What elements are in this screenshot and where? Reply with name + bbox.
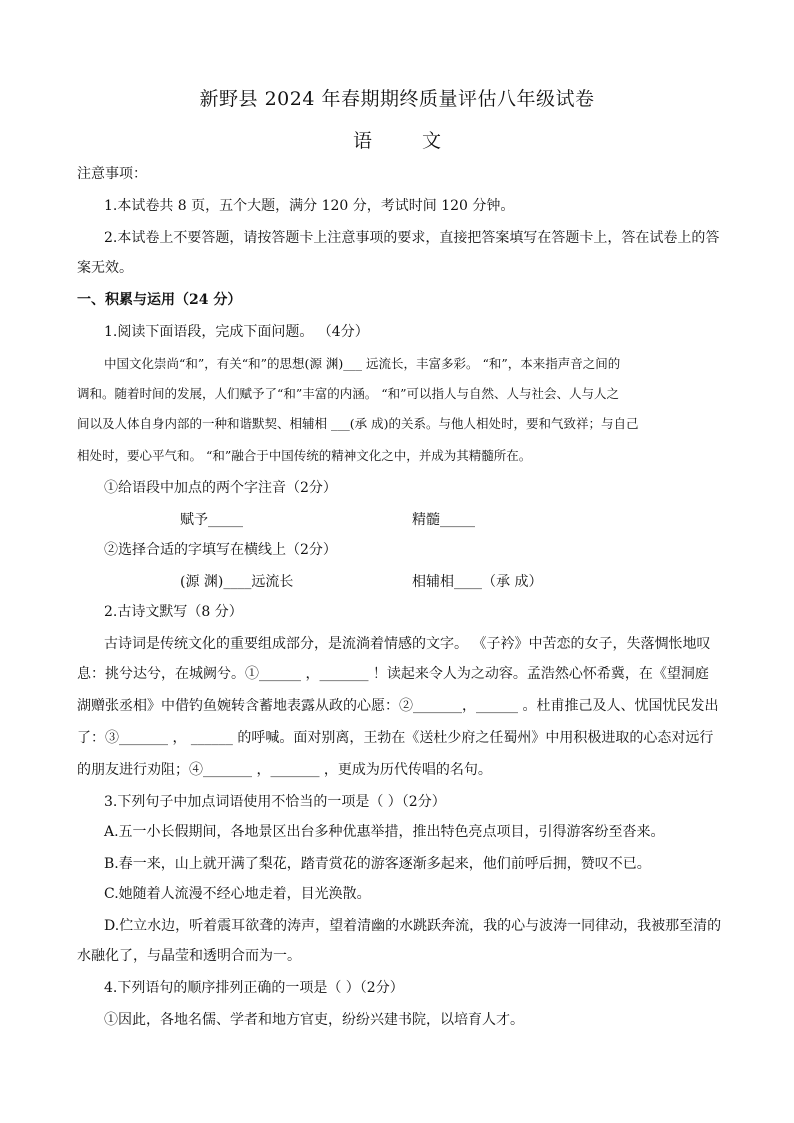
q1-passage-line-2: 调和。随着时间的发展，人们赋予了“和”丰富的内涵。 “和”可以指人与自然、人与社会、人与人之 (77, 386, 620, 401)
q1-sub1-answer-a: 赋予_____ (180, 512, 243, 528)
q3-prompt: 3.下列句子中加点词语使用不恰当的一项是（ ）（2分） (104, 794, 446, 810)
q1-prompt: 1.阅读下面语段，完成下面问题。 （4分） (104, 324, 369, 340)
q3-option-b: B.春一来，山上就开满了梨花，踏青赏花的游客逐渐多起来，他们前呼后拥，赞叹不已。 (104, 856, 651, 872)
notice-item-2-line-1: 2.本试卷上不要答题，请按答题卡上注意事项的要求，直接把答案填写在答题卡上，答在试卷上的答 (104, 230, 720, 246)
notice-item-2-line-2: 案无效。 (77, 260, 133, 276)
q4-prompt: 4.下列语句的顺序排列正确的一项是（ ）（2分） (104, 980, 404, 996)
q3-option-c: C.她随着人流漫不经心地走着，目光涣散。 (104, 886, 371, 902)
q2-line-3: 湖赠张丞相》中借钓鱼婉转含蓄地表露从政的心愿：②_______，______ 。杜甫推己及人、忧国忧民发出 (77, 698, 719, 714)
q1-sub2-prompt: ②选择合适的字填写在横线上（2分） (104, 542, 337, 558)
q3-option-d-line-2: 水融化了，与晶莹和透明合而为一。 (77, 948, 301, 964)
notice-item-1: 1.本试卷共 8 页，五个大题，满分 120 分，考试时间 120 分钟。 (104, 198, 515, 214)
q1-sub2-answer-a: (源 渊)____远流长 (180, 574, 294, 590)
q1-sub2-answer-b: 相辅相____（承 成） (412, 574, 543, 590)
exam-title: 新野县 2024 年春期期终质量评估八年级试卷 (199, 88, 595, 110)
q2-line-5: 的朋友进行劝阻；④_______ ，_______ ，更成为历代传唱的名句。 (77, 762, 492, 778)
q2-line-4: 了：③_______ ， ______ 的呼喊。面对别离，王勃在《送杜少府之任蜀州》中用积极进取的心态对远行 (77, 730, 714, 746)
q3-option-a: A.五一小长假期间，各地景区出台多种优惠举措，推出特色亮点项目，引得游客纷至沓来。 (104, 824, 665, 840)
notice-heading: 注意事项： (77, 166, 147, 182)
q1-passage-line-4: 相处时，要心平气和。 “和”融合于中国传统的精神文化之中，并成为其精髓所在。 (77, 448, 532, 463)
q1-sub1-answer-b: 精髓_____ (412, 512, 475, 528)
q1-passage-line-1: 中国文化崇尚“和”，有关“和”的思想(源 渊)___ 远流长，丰富多彩。 “和”，本来指声音之间的 (104, 356, 621, 371)
subject-title: 语 文 (352, 130, 464, 152)
q2-line-2: 息：挑兮达兮，在城阙兮。①______ ，_______ ！读起来令人为之动容。孟浩然心怀希冀，在《望洞庭 (77, 666, 709, 682)
q2-line-1: 古诗词是传统文化的重要组成部分，是流淌着情感的文字。 《子衿》中苦恋的女子，失落惆怅地叹 (104, 636, 711, 652)
q1-sub1-prompt: ①给语段中加点的两个字注音（2分） (104, 480, 337, 496)
section-1-heading: 一、积累与运用（24 分） (77, 292, 242, 308)
q4-sentence-1: ①因此，各地名儒、学者和地方官吏，纷纷兴建书院，以培育人才。 (104, 1012, 524, 1028)
q1-passage-line-3: 间以及人体自身内部的一种和谐默契、相辅相 ___(承 成)的关系。与他人相处时，要和气致祥；与自己 (77, 416, 639, 431)
q2-prompt: 2.古诗文默写（8 分） (104, 604, 243, 620)
q3-option-d-line-1: D.伫立水边，听着震耳欲聋的涛声，望着清幽的水跳跃奔流，我的心与波涛一同律动，我被那至清的 (104, 918, 722, 934)
